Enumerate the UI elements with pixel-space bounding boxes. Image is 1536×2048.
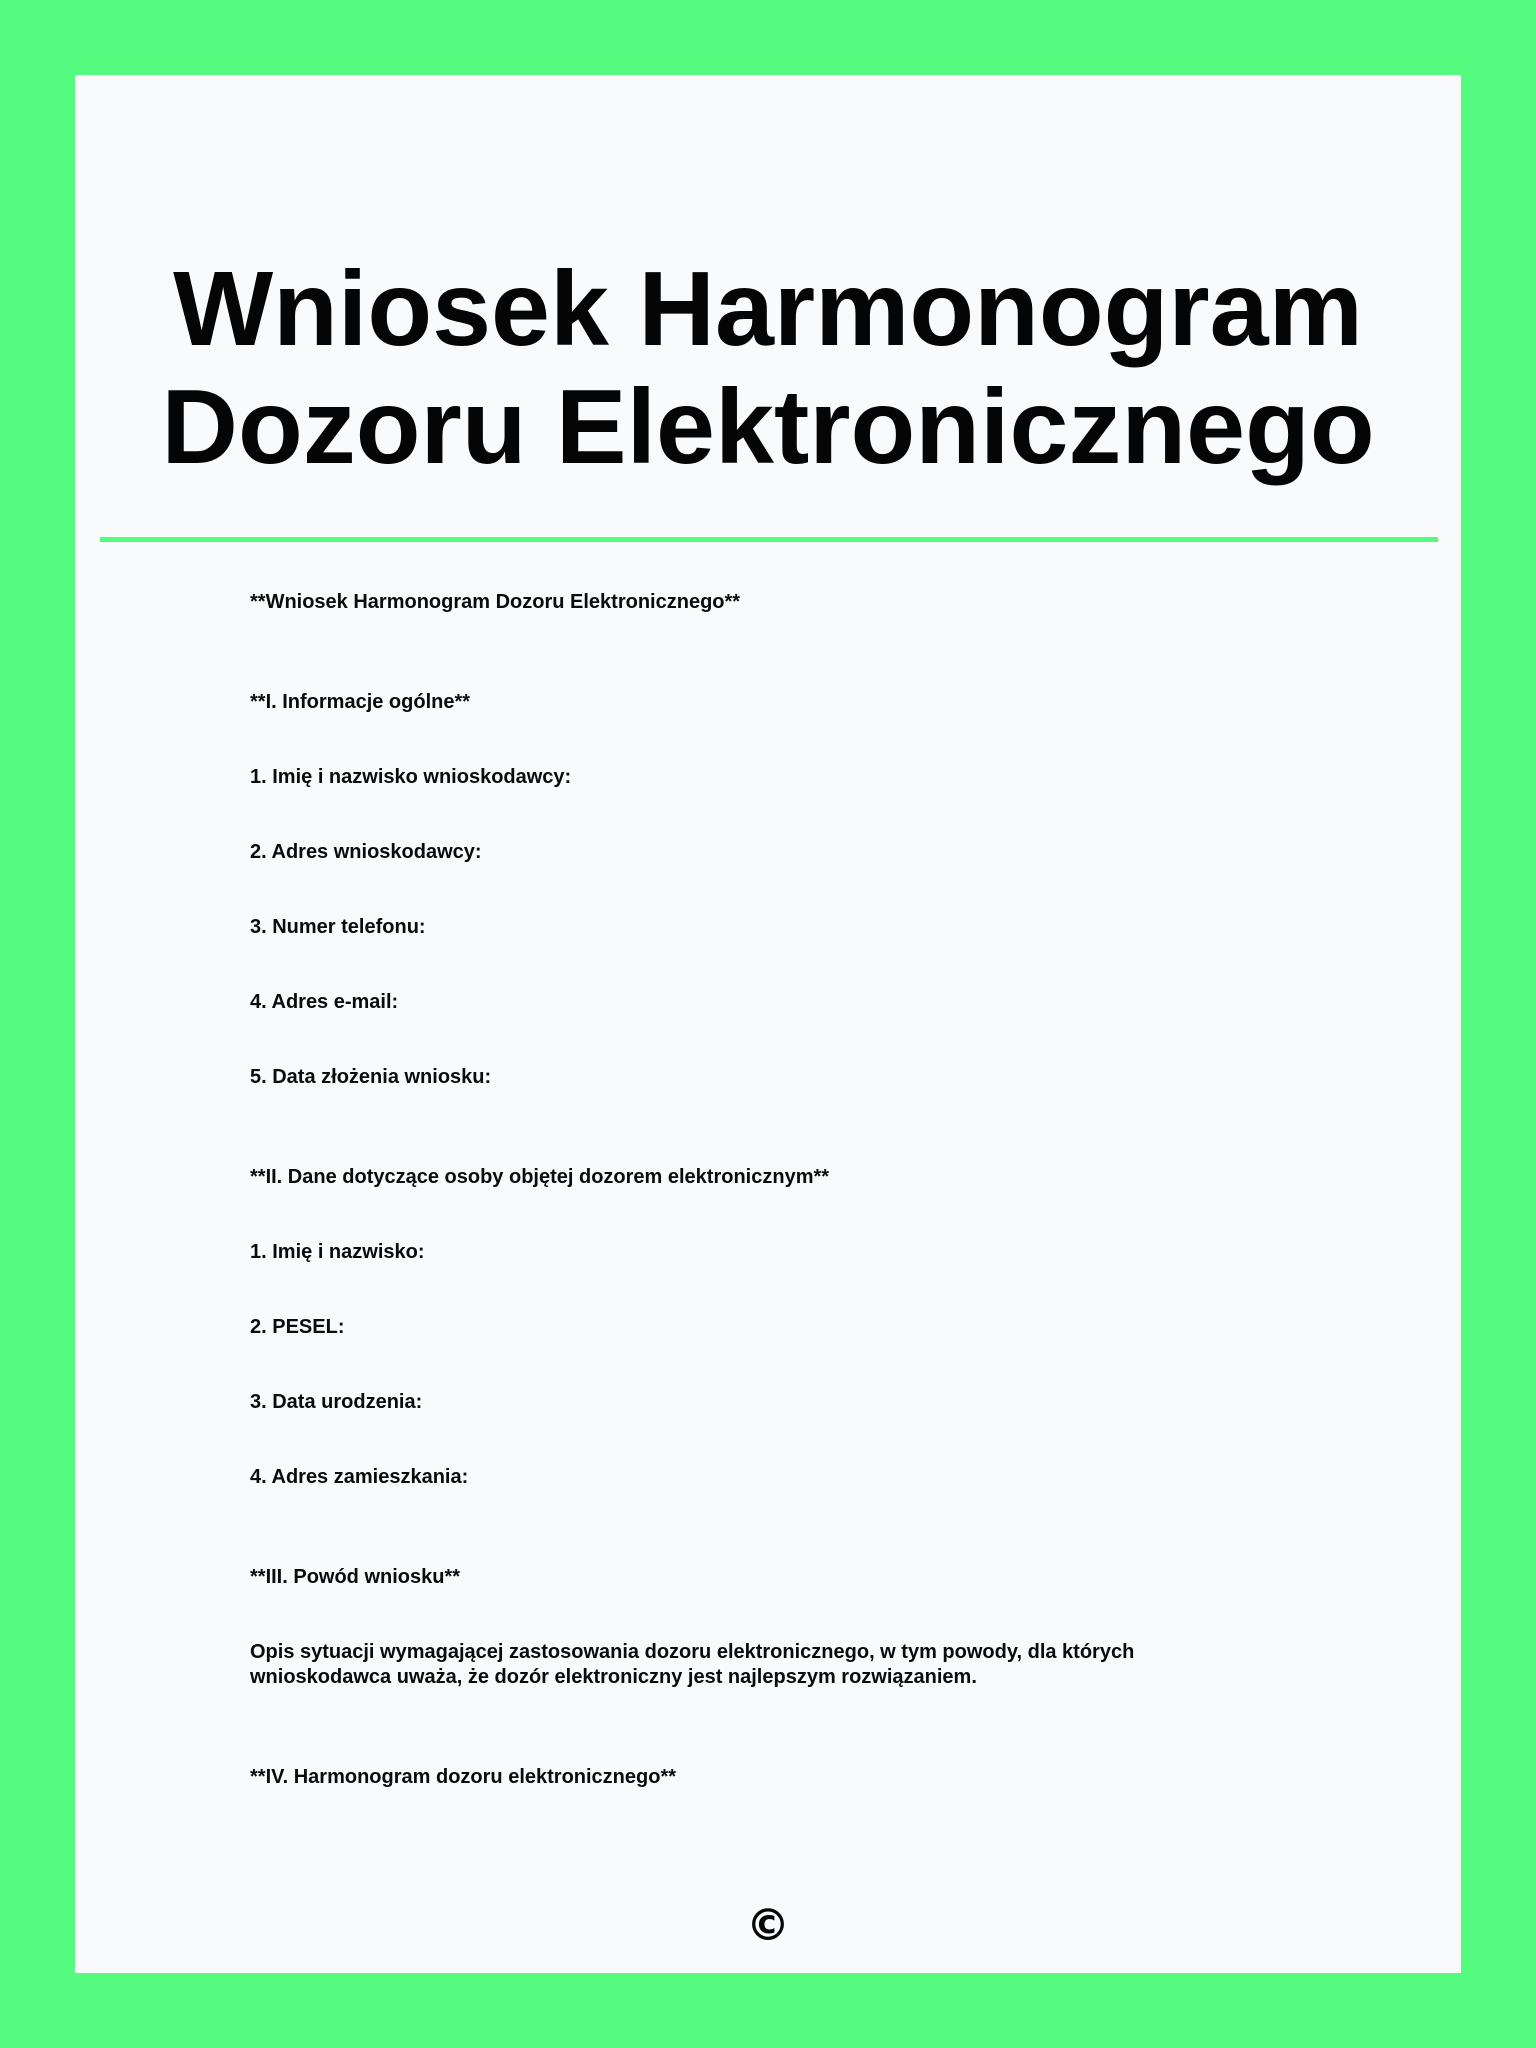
section-1-item: 4. Adres e-mail:	[250, 991, 399, 1013]
section-2-item: 2. PESEL:	[250, 1316, 345, 1338]
document-title	[75, 250, 1461, 486]
section-1-title: **I. Informacje ogólne**	[250, 691, 471, 713]
title-divider	[100, 537, 1438, 542]
section-2-item: 1. Imię i nazwisko:	[250, 1241, 425, 1263]
section-1-item: 1. Imię i nazwisko wnioskodawcy:	[250, 766, 572, 788]
section-3-text: Opis sytuacji wymagającej zastosowania dozoru elektronicznego, w tym powody, dla których wnioskodawca uważa, że dozór elektroniczny jest najlepszym rozwiązaniem.	[250, 1641, 1135, 1688]
section-2-item: 4. Adres zamieszkania:	[250, 1466, 469, 1488]
section-1-item: 5. Data złożenia wniosku:	[250, 1066, 492, 1088]
section-1-item: 2. Adres wnioskodawcy:	[250, 841, 482, 863]
document-sheet	[75, 75, 1461, 1973]
section-3-title: **III. Powód wniosku**	[250, 1566, 461, 1588]
section-2-item: 3. Data urodzenia:	[250, 1391, 423, 1413]
section-1-item: 3. Numer telefonu:	[250, 916, 426, 938]
document-heading: **Wniosek Harmonogram Dozoru Elektronicznego**	[250, 591, 741, 613]
document-title-line-1: Wniosek Harmonogram	[173, 250, 1363, 368]
document-title-line-2: Dozoru Elektronicznego	[161, 368, 1375, 486]
copyright-icon: ©	[746, 1900, 790, 1951]
section-2-title: **II. Dane dotyczące osoby objętej dozorem elektronicznym**	[250, 1166, 830, 1188]
section-4-title: **IV. Harmonogram dozoru elektronicznego**	[250, 1766, 677, 1788]
